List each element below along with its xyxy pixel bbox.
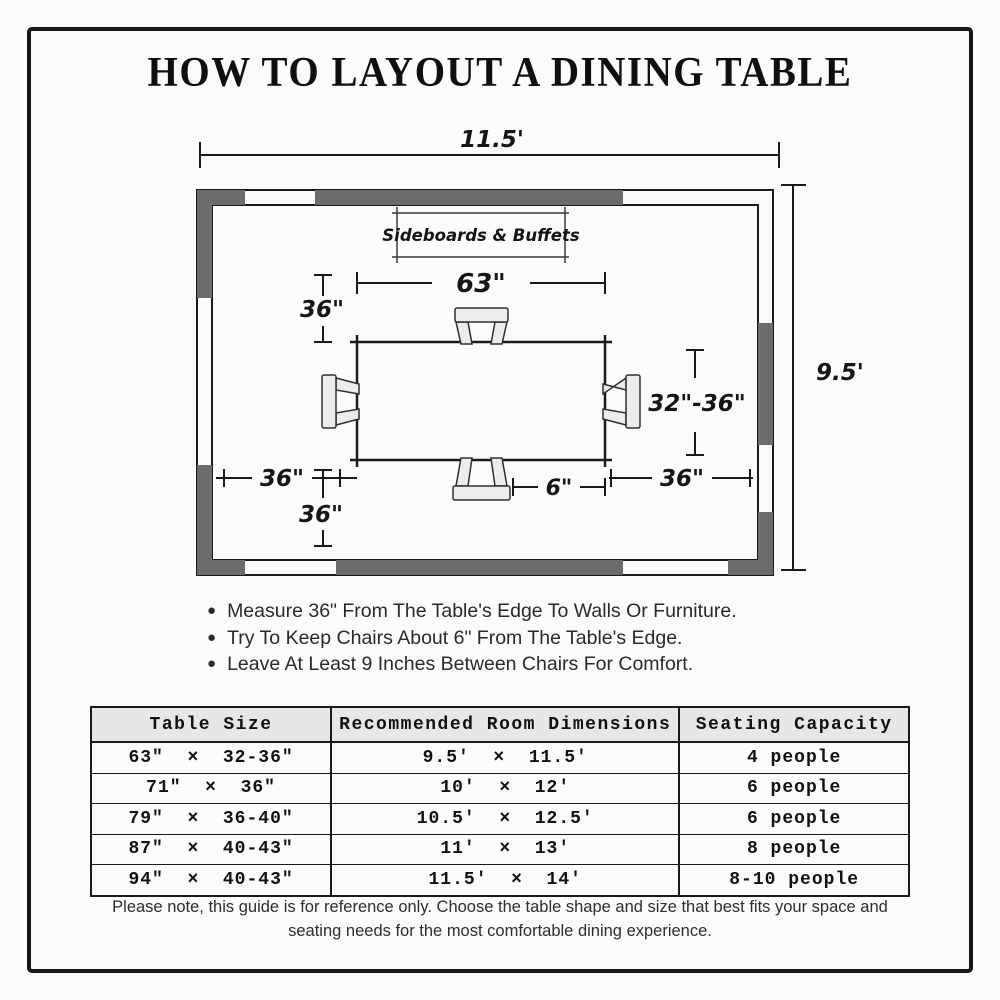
chair-rail <box>456 322 472 344</box>
guideline-item <box>207 626 867 653</box>
column-header-room-dimensions: Recommended Room Dimensions <box>331 707 679 742</box>
cell-room-dimensions: 10.5' × 12.5' <box>331 804 679 835</box>
cell-table-size: 63" × 32-36" <box>91 742 331 773</box>
guideline-bullets <box>207 599 867 679</box>
sideboard-zone <box>382 207 580 263</box>
chair-rail <box>603 409 626 425</box>
chair-rail <box>456 458 472 486</box>
chair-bottom <box>453 458 510 500</box>
chair-gap-dimension <box>513 476 605 501</box>
cell-seating-capacity: 8 people <box>679 834 909 865</box>
clearance-top-dimension <box>300 275 344 342</box>
wall-segment-bottom-left <box>197 560 245 575</box>
clearance-right-dimension <box>609 466 753 492</box>
page-title: HOW TO LAYOUT A DINING TABLE <box>147 49 853 96</box>
dining-table <box>350 335 612 467</box>
cell-table-size: 71" × 36" <box>91 773 331 804</box>
clearance-left-dimension <box>216 466 357 492</box>
chair-left <box>322 375 359 428</box>
chair-backrest <box>453 486 510 500</box>
guideline-text: Try To Keep Chairs About 6" From The Table's Edge. <box>227 626 683 649</box>
cell-seating-capacity: 8-10 people <box>679 865 909 896</box>
cell-seating-capacity: 6 people <box>679 773 909 804</box>
column-header-seating-capacity: Seating Capacity <box>679 707 909 742</box>
table-row <box>91 834 909 865</box>
table-width-dimension <box>648 350 746 455</box>
chair-right <box>603 375 640 428</box>
cell-table-size: 79" × 36-40" <box>91 804 331 835</box>
chair-rail <box>491 322 507 344</box>
wall-segment-bottom-main <box>336 560 623 575</box>
cell-seating-capacity: 4 people <box>679 742 909 773</box>
table-row <box>91 773 909 804</box>
chair-backrest <box>322 375 336 428</box>
table-header-row <box>91 707 909 742</box>
clearance-left-label: 36" <box>260 466 304 492</box>
chair-backrest <box>455 308 508 322</box>
cell-room-dimensions: 9.5' × 11.5' <box>331 742 679 773</box>
chair-rail <box>603 378 626 394</box>
table-row <box>91 742 909 773</box>
cell-room-dimensions: 11' × 13' <box>331 834 679 865</box>
cell-table-size: 87" × 40-43" <box>91 834 331 865</box>
clearance-right-label: 36" <box>660 466 704 492</box>
sideboard-label: Sideboards & Buffets <box>382 226 580 245</box>
chair-top <box>455 308 508 344</box>
clearance-bottom-label: 36" <box>299 502 343 528</box>
size-reference-table <box>90 706 910 897</box>
room-width-label: 11.5' <box>460 127 524 153</box>
guideline-item <box>207 652 867 679</box>
guideline-text: Measure 36" From The Table's Edge To Walls Or Furniture. <box>227 600 737 622</box>
table-row <box>91 865 909 896</box>
wall-segment-bottom-right <box>728 560 773 575</box>
footer-note: Please note, this guide is for reference only. Choose the table shape and size that best fits your space and seating needs for the most comfortable dining experience. <box>112 898 888 940</box>
column-header-table-size: Table Size <box>91 707 331 742</box>
wall-segment-top-main <box>315 190 623 205</box>
wall-segment-right-mid <box>758 323 773 445</box>
chair-rail <box>336 409 359 425</box>
chair-gap-label: 6" <box>545 476 573 501</box>
cell-table-size: 94" × 40-43" <box>91 865 331 896</box>
table-length-label: 63" <box>456 269 506 299</box>
chair-backrest <box>626 375 640 428</box>
clearance-bottom-dimension <box>299 470 343 546</box>
table-width-label: 32"-36" <box>648 391 746 417</box>
table-length-dimension <box>357 269 605 299</box>
guideline-item <box>207 599 867 626</box>
table-row <box>91 804 909 835</box>
wall-segment-left-lower <box>197 465 212 575</box>
guideline-text: Leave At Least 9 Inches Between Chairs For Comfort. <box>227 653 694 675</box>
chair-rail <box>491 458 507 486</box>
wall-segment-left-upper <box>197 190 212 298</box>
room-height-label: 9.5' <box>816 360 864 386</box>
room-height-dimension <box>781 185 864 570</box>
cell-room-dimensions: 11.5' × 14' <box>331 865 679 896</box>
chair-rail <box>336 378 359 394</box>
cell-room-dimensions: 10' × 12' <box>331 773 679 804</box>
clearance-top-label: 36" <box>300 297 344 323</box>
room-width-dimension <box>200 127 779 168</box>
cell-seating-capacity: 6 people <box>679 804 909 835</box>
